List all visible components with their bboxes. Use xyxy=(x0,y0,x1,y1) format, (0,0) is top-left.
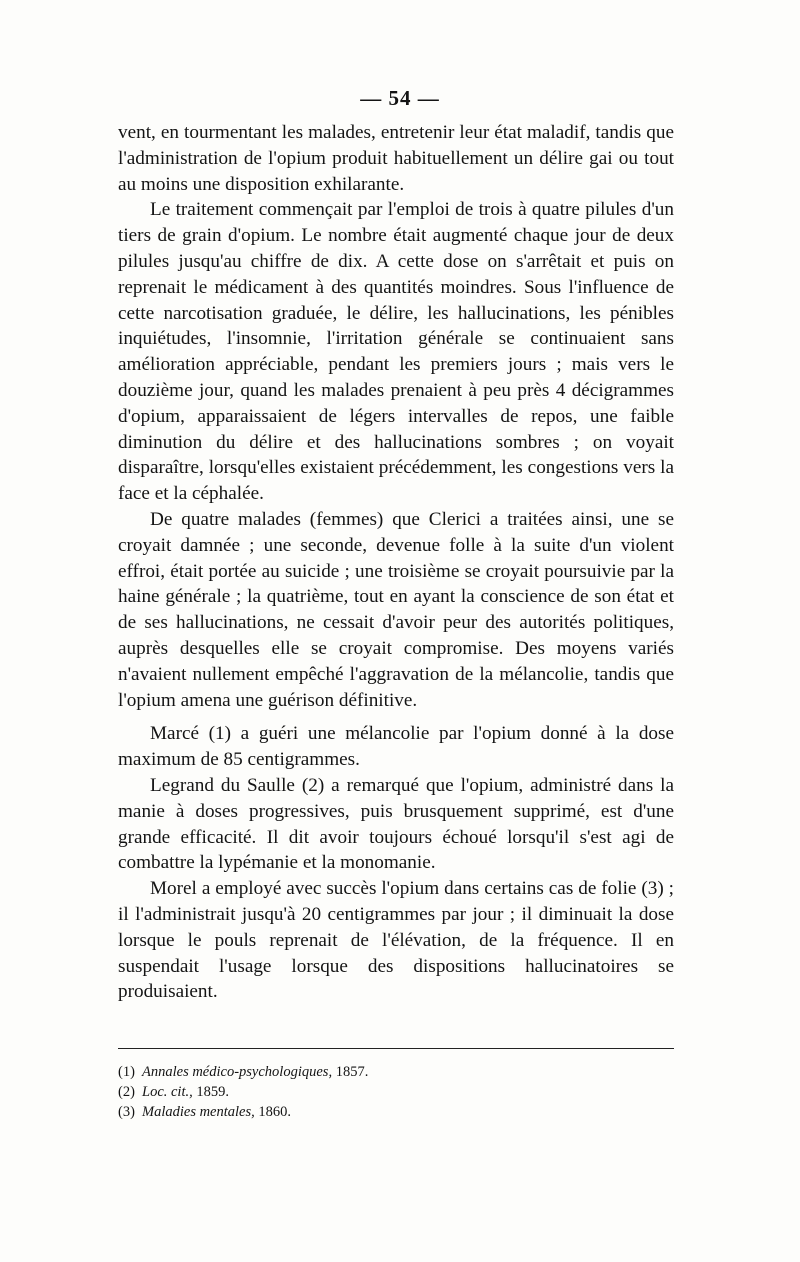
footnote-year: 1857. xyxy=(332,1064,369,1080)
footnote-source-title: Annales médico-psychologiques, xyxy=(142,1064,333,1080)
footnote-year: 1860. xyxy=(254,1104,292,1120)
paragraph-morel: Morel a employé avec succès l'opium dans certains cas de folie (3) ; il l'administrait jusqu'à 20 centigrammes par jour ; il diminuait la dose lorsque le pouls reprenait de l'élévation, de la fréquence. Il en suspendait l'usage lorsque des dispositions hallucinatoires se produisaient. xyxy=(118,878,674,1003)
body-text xyxy=(118,120,674,1005)
footnote-item xyxy=(118,1082,674,1102)
footnote-number: (3) xyxy=(118,1104,135,1120)
footnote-source-title: Loc. cit., xyxy=(142,1084,193,1100)
footnote-number: (1) xyxy=(118,1064,135,1080)
paragraph-continuation: vent, en tourmentant les malades, entretenir leur état maladif, tandis que l'administration de l'opium produit habituellement un délire gai ou tout au moins une disposition exhilarante. xyxy=(118,122,674,195)
footnote-year: 1859. xyxy=(192,1084,229,1100)
footnote-source-title: Maladies mentales, xyxy=(142,1104,255,1120)
footnote-item xyxy=(118,1062,674,1082)
footnote-divider xyxy=(118,1048,674,1049)
page-number: — 54 — xyxy=(360,86,440,110)
paragraph-legrand-du-saulle: Legrand du Saulle (2) a remarqué que l'opium, administré dans la manie à doses progressives, puis brusquement supprimé, est d'une grande efficacité. Il dit avoir toujours échoué lorsqu'il s'est agi de combattre la lypémanie et la monomanie. xyxy=(118,774,674,874)
paragraph-treatment: Le traitement commençait par l'emploi de trois à quatre pilules d'un tiers de grain d'opium. Le nombre était augmenté chaque jour de deux pilules jusqu'au chiffre de dix. A cette dose on s'arrêtait et puis on reprenait le médicament à des quantités moindres. Sous l'influence de cette narcotisation graduée, le délire, les hallucinations, les pénibles inquiétudes, l'insomnie, l'irritation générale se continuaient sans amélioration appréciable, pendant les premiers jours ; mais vers le douzième jour, quand les malades prenaient à peu près 4 décigrammes d'opium, apparaissaient de légers intervalles de repos, une faible diminution du délire et des hallucinations sombres ; on voyait disparaître, lorsqu'elles existaient précédemment, les congestions vers la face et la céphalée. xyxy=(118,199,674,505)
footnote-number: (2) xyxy=(118,1084,135,1100)
paragraph-marce: Marcé (1) a guéri une mélancolie par l'opium donné à la dose maximum de 85 centigrammes. xyxy=(118,723,674,771)
paragraph-clerici-cases: De quatre malades (femmes) que Clerici a traitées ainsi, une se croyait damnée ; une seconde, devenue folle à la suite d'un violent effroi, était portée au suicide ; une troisième se croyait poursuivie par la haine générale ; la quatrième, tout en ayant la conscience de son état et de ses hallucinations, ne cessait d'avoir peur des autorités politiques, auprès desquelles elle se croyait compromise. Des moyens variés n'avaient nullement empêché l'aggravation de la mélancolie, tandis que l'opium amena une guérison définitive. xyxy=(118,508,674,711)
footnotes xyxy=(118,1062,674,1122)
footnote-item xyxy=(118,1102,674,1122)
